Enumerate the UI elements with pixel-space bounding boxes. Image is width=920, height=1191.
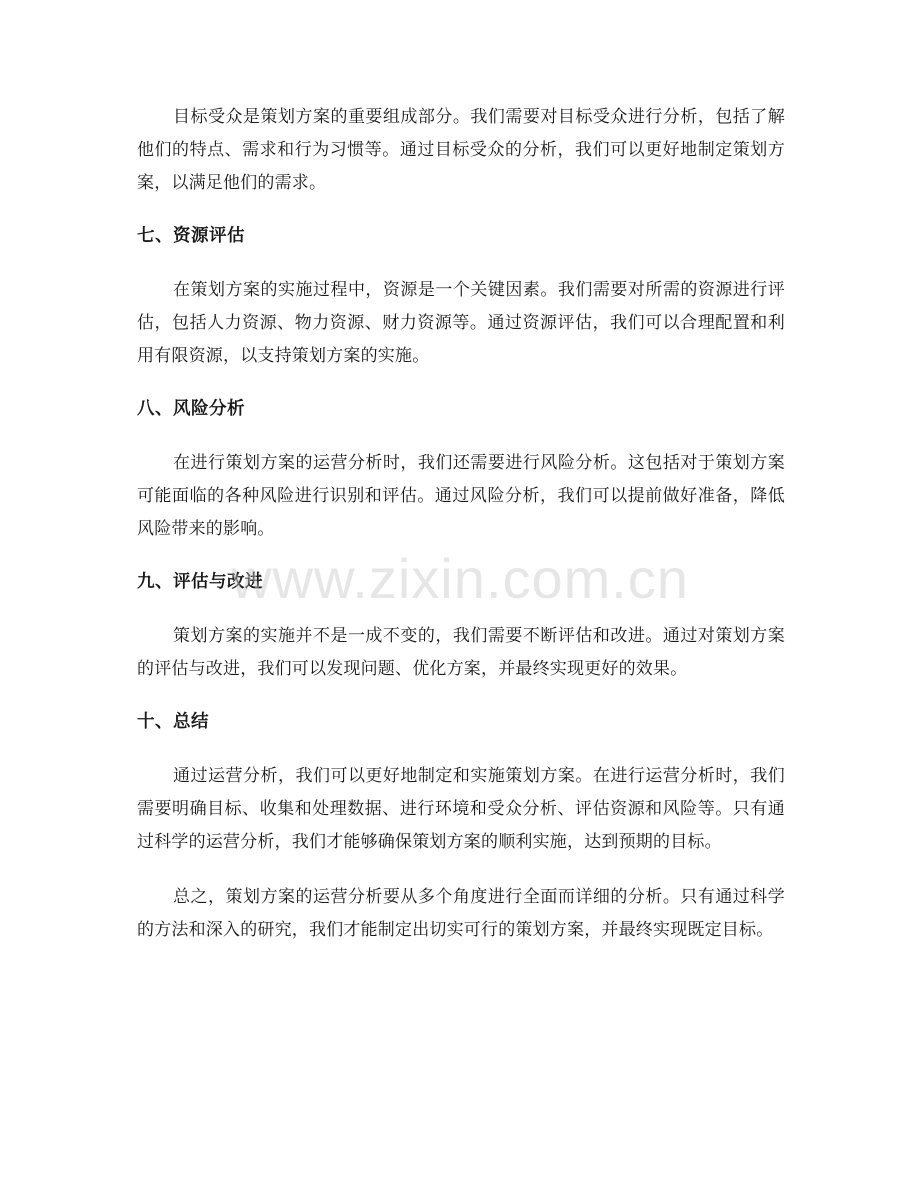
heading-evaluation-improvement: 九、评估与改进 <box>137 572 263 592</box>
paragraph-evaluation-improvement: 策划方案的实施并不是一成不变的，我们需要不断评估和改进。通过对策划方案的评估与改进，我们可以发现问题、优化方案，并最终实现更好的效果。 <box>137 626 785 679</box>
paragraph-resource-evaluation: 在策划方案的实施过程中，资源是一个关键因素。我们需要对所需的资源进行评估，包括人力资源、物力资源、财力资源等。通过资源评估，我们可以合理配置和利用有限资源，以支持策划方案的实施。 <box>137 280 785 366</box>
paragraph-target-audience: 目标受众是策划方案的重要组成部分。我们需要对目标受众进行分析，包括了解他们的特点、需求和行为习惯等。通过目标受众的分析，我们可以更好地制定策划方案，以满足他们的需求。 <box>137 107 785 193</box>
heading-summary: 十、总结 <box>137 712 209 732</box>
watermark: www.zixin.com.cn <box>231 547 689 610</box>
document-body <box>137 101 785 969</box>
paragraph-conclusion: 总之，策划方案的运营分析要从多个角度进行全面而详细的分析。只有通过科学的方法和深入的研究，我们才能制定出切实可行的策划方案，并最终实现既定目标。 <box>137 887 785 940</box>
heading-risk-analysis: 八、风险分析 <box>137 399 245 419</box>
paragraph-risk-analysis: 在进行策划方案的运营分析时，我们还需要进行风险分析。这包括对于策划方案可能面临的各种风险进行识别和评估。通过风险分析，我们可以提前做好准备，降低风险带来的影响。 <box>137 453 785 539</box>
heading-resource-evaluation: 七、资源评估 <box>137 226 245 246</box>
paragraph-summary: 通过运营分析，我们可以更好地制定和实施策划方案。在进行运营分析时，我们需要明确目标、收集和处理数据、进行环境和受众分析、评估资源和风险等。只有通过科学的运营分析，我们才能够确保策划方案的顺利实施，达到预期的目标。 <box>137 766 785 852</box>
